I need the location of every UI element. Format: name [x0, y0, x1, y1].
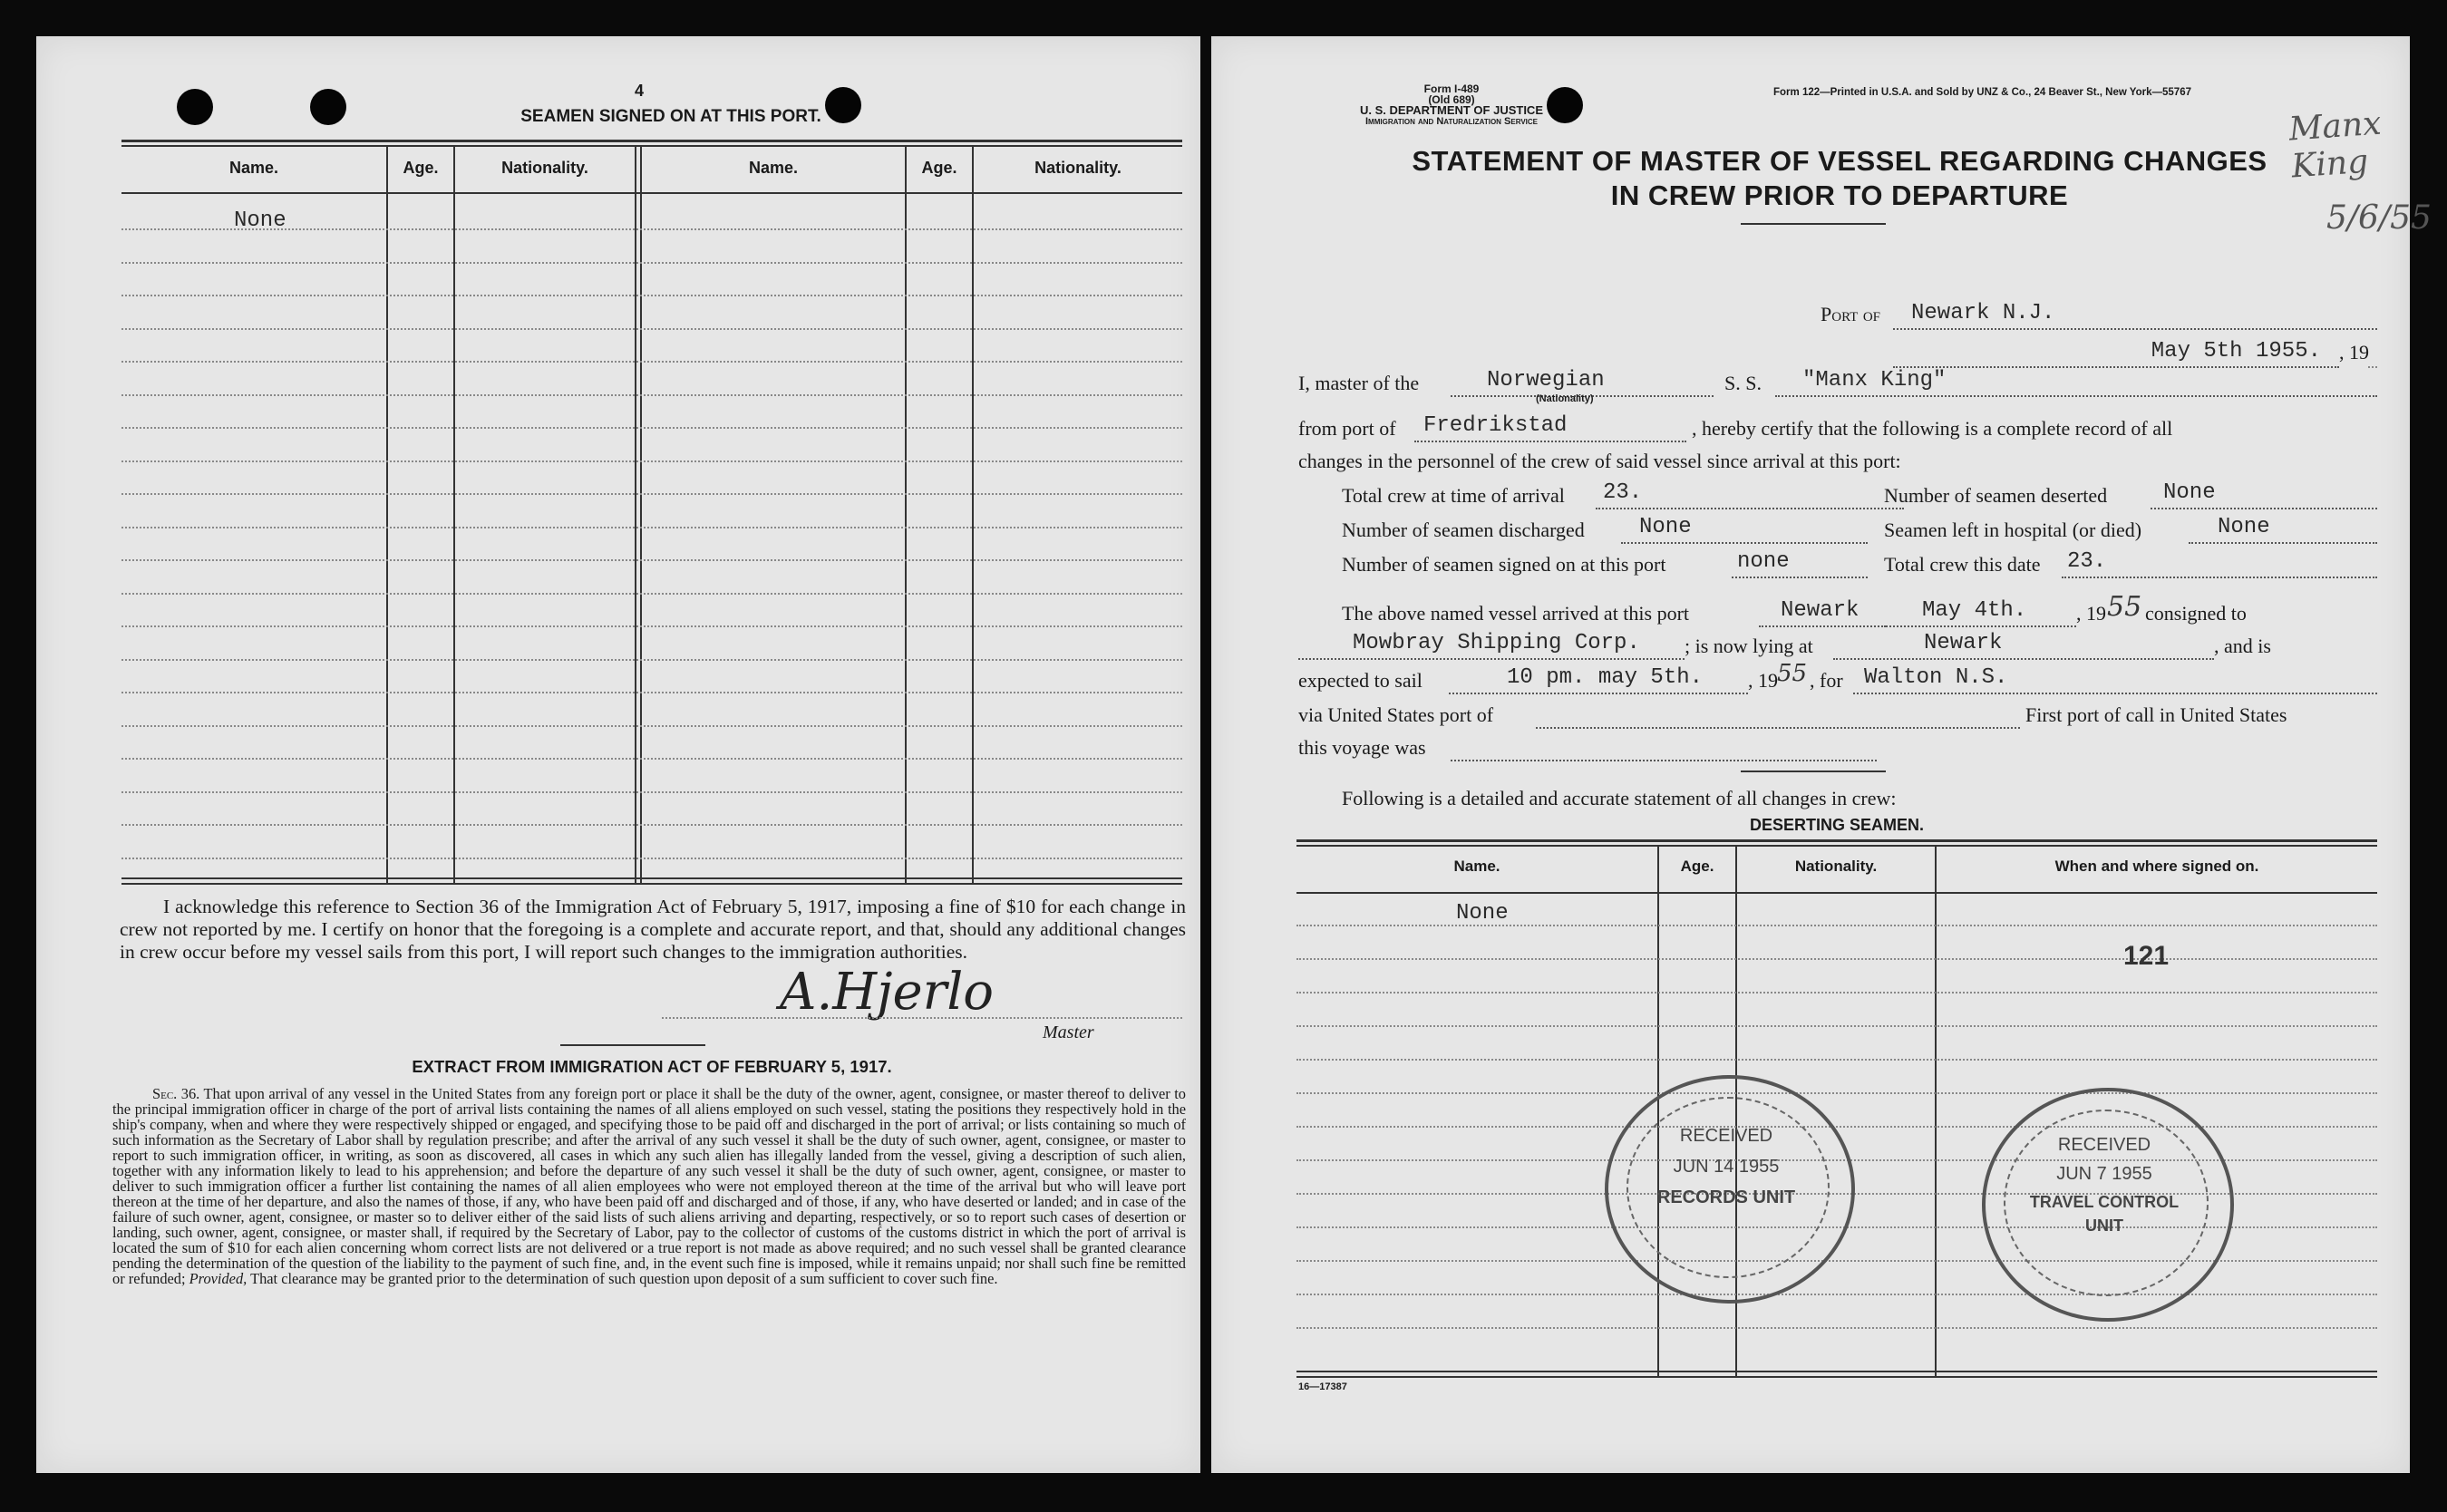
table-header-rule [121, 192, 1182, 194]
col-divider [386, 145, 388, 883]
stamp1-line3: RECORDS UNIT [1656, 1187, 1796, 1207]
divider [560, 1044, 705, 1046]
table-row [1296, 1294, 2377, 1295]
seamen-discharged-value: None [1639, 515, 1692, 539]
table-row [121, 493, 1182, 495]
stamp1-line1: RECEIVED [1679, 1126, 1773, 1146]
seamen-deserted-field [2151, 480, 2377, 509]
proviso-body: That clearance may be granted prior to the determination of such question upon deposit of a sum sufficient to cover such fine. [250, 1270, 998, 1287]
table-row [1296, 1126, 2377, 1128]
ship-field [1775, 368, 2377, 397]
table-row [121, 593, 1182, 595]
hospital-value: None [2218, 515, 2270, 539]
arrived-year-value: 55 [2107, 591, 2142, 623]
via-label: via United States port of [1298, 703, 1494, 726]
acknowledgment-text: I acknowledge this reference to Section 36 of the Immigration Act of February 5, 1917, imposing a fine of $10 for each change in crew not reported by me. I certify on honor that the foregoing is a complete and accurate report, and that, should any additional changes in crew occur before my vessel sails from this port, I will report such changes to the immigration authorities. [120, 896, 1186, 963]
consigned-label: consigned to [2145, 602, 2247, 625]
expected-value: 10 pm. may 5th. [1507, 665, 1704, 690]
dcol-header-name: Name. [1453, 858, 1500, 875]
from-port-value: Fredrikstad [1423, 413, 1568, 438]
stamp2-line1: RECEIVED [2057, 1135, 2151, 1155]
changes-text: changes in the personnel of the crew of said vessel since arrival at this port: [1298, 450, 1901, 472]
table-top-rule [121, 140, 1182, 142]
left-heading: SEAMEN SIGNED ON AT THIS PORT. [520, 107, 821, 126]
table-row [121, 527, 1182, 528]
table-row [121, 791, 1182, 793]
seamen-deserted-label: Number of seamen deserted [1884, 484, 2108, 507]
handwritten-ship-name: Manx King [2287, 104, 2383, 186]
table-header-rule [1296, 892, 2377, 894]
table-row [1296, 958, 2377, 960]
voyage-label: this voyage was [1298, 736, 1426, 759]
ss-label: S. S. [1724, 372, 1762, 394]
col-header-age: Age. [921, 159, 957, 177]
punch-hole [177, 89, 213, 125]
form-title-line2: IN CREW PRIOR TO DEPARTURE [1610, 179, 2069, 211]
handwritten-date: 5/6/55 [2326, 199, 2432, 237]
hospital-field [2189, 515, 2377, 544]
date-field [1893, 339, 2339, 368]
table-top-rule [1296, 839, 2377, 842]
service: Immigration and Naturalization Service [1364, 116, 1538, 127]
table-row [1296, 1092, 2377, 1094]
master-prefix: I, master of the [1298, 372, 1420, 394]
nationality-value: Norwegian [1487, 368, 1605, 393]
col-divider [905, 145, 907, 883]
dcol-header-signed-on: When and where signed on. [2054, 858, 2259, 875]
signed-on-label: Number of seamen signed on at this port [1342, 553, 1666, 576]
right-page [1211, 36, 2432, 1473]
expected-label: expected to sail [1298, 669, 1423, 692]
col-divider [453, 145, 455, 883]
for-field [1853, 665, 2377, 694]
divider [1741, 771, 1886, 772]
date-suffix: , 19 [2339, 341, 2369, 363]
form-header [1320, 83, 1583, 127]
table-bottom-rule [121, 883, 1182, 885]
deserting-heading: DESERTING SEAMEN. [1749, 816, 1925, 834]
table-row [121, 328, 1182, 330]
total-crew-date-value: 23. [2067, 549, 2107, 574]
signature-caption: Master [1043, 1023, 1094, 1042]
for-label: , for [1810, 669, 1843, 692]
table-top-rule [121, 145, 1182, 147]
total-crew-date-label: Total crew this date [1884, 553, 2041, 576]
seamen-deserted-value: None [2163, 480, 2216, 505]
total-crew-arrival-label: Total crew at time of arrival [1342, 484, 1565, 507]
for-value: Walton N.S. [1864, 665, 2008, 690]
form-title-line1: STATEMENT OF MASTER OF VESSEL REGARDING CHANGES [1412, 145, 2267, 177]
seamen-discharged-field [1621, 515, 1868, 544]
col-divider [635, 145, 636, 883]
table-bottom-rule [1296, 1376, 2377, 1378]
proviso-label: Provided, [189, 1270, 248, 1287]
arrived-date-field [1886, 598, 2076, 627]
from-port-field [1414, 413, 1686, 442]
table-row [1296, 992, 2377, 993]
date-value: May 5th 1955. [2151, 339, 2321, 363]
expected-year-value: 55 [1777, 660, 1808, 687]
table-row [121, 295, 1182, 296]
left-page [36, 36, 1200, 1473]
table-row [121, 427, 1182, 429]
stamp1-line2: JUN 14 1955 [1673, 1157, 1780, 1177]
hospital-label: Seamen left in hospital (or died) [1884, 519, 2142, 541]
col-header-nationality: Nationality. [501, 159, 588, 177]
arrived-date-value: May 4th. [1922, 598, 2027, 623]
punch-hole [310, 89, 346, 125]
col-header-nationality: Nationality. [1034, 159, 1122, 177]
arrived-port-value: Newark [1781, 598, 1860, 623]
total-crew-arrival-value: 23. [1603, 480, 1643, 505]
master-signature: A.Hjerlo [780, 963, 994, 1022]
nationality-caption: (Nationality) [1536, 393, 1594, 404]
table-row [121, 262, 1182, 264]
col-header-name: Name. [228, 159, 279, 177]
section-body: That upon arrival of any vessel in the United States from any foreign port or place it shall be the duty of the owner, agent, consignee, or master thereof to deliver to the principal immigration officer in charge of the port of arrival lists containing the names of all aliens employed on such vessel, stating the positions they respectively hold in the ship's company, when and where they were respectively shipped or engaged, and specifying those to be paid off and discharged in the port of arrival; or lists containing so much of such information as the Secretary of Labor shall by regulation prescribe; and after the arrival of any such vessel it shall be the duty of such owner, agent, consignee, or master to report to such immigration officer, in writing, as soon as discovered, all cases in which any such alien has illegally landed from the vessel, giving a description of such alien, together with any information likely to lead to his apprehension; and before the departure of any such vessel it shall be the duty of such owner, agent, consignee, or master to deliver to such immigration officer a further list containing the names of all alien employees who were not employed thereon at the time of the arrival but who will leave port thereon at the time of her departure, and also the names of those, if any, who have been paid off and discharged and of those, if any, who have deserted or landed; and in case of the failure of such owner, agent, consignee, or master so to deliver either of the said lists of such aliens arriving and departing, respectively, or so to report such cases of desertion or landing, such owner, agent, consignee, or master shall, if required by the Secretary of Labor, pay to the collector of customs of the customs district in which the port of arrival is located the sum of $10 for each alien concerning whom correct lists are not delivered or a true report is not made as above required; and no such vessel shall be granted clearance pending the determination of the question of the liability to the payment of such fine, and, in the event such fine is imposed, while it remains unpaid; nor shall such fine be remitted or refunded; [112, 1085, 1187, 1287]
arrived-port-field [1759, 598, 1886, 627]
total-crew-arrival-field [1596, 480, 1904, 509]
lying-label: ; is now lying at [1685, 635, 1813, 657]
table-bottom-rule [1296, 1371, 2377, 1372]
table-row [121, 725, 1182, 727]
deserting-first-name: None [1456, 901, 1509, 926]
voyage-field [1451, 732, 1877, 761]
printer-note: Form 122—Printed in U.S.A. and Sold by UNZ & Co., 24 Beaver St., New York—55767 [1773, 87, 2191, 98]
table-row [121, 460, 1182, 462]
signed-on-value: none [1737, 549, 1790, 574]
table-top-rule [1296, 845, 2377, 847]
dcol-header-nationality: Nationality. [1794, 858, 1878, 875]
port-label: Port of [1821, 303, 1881, 325]
col-header-name: Name. [748, 159, 799, 177]
seamen-discharged-label: Number of seamen discharged [1342, 519, 1585, 541]
lying-value: Newark [1924, 631, 2003, 655]
table-row [121, 824, 1182, 826]
consignee-field [1298, 631, 1685, 660]
table-row [1296, 1059, 2377, 1061]
table-row [121, 394, 1182, 396]
footer-code: 16—17387 [1298, 1381, 1347, 1392]
lying-field [1833, 631, 2214, 660]
section-36-text [112, 1086, 1186, 1286]
port-field [1893, 301, 2377, 330]
and-is-label: , and is [2214, 635, 2271, 657]
via-field [1536, 700, 2020, 729]
dcol-header-age: Age. [1680, 858, 1714, 875]
port-value: Newark N.J. [1911, 301, 2055, 325]
arrived-label: The above named vessel arrived at this port [1342, 602, 1690, 625]
from-port-label: from port of [1298, 417, 1396, 440]
table-row [121, 361, 1182, 363]
consignee-value: Mowbray Shipping Corp. [1353, 631, 1640, 655]
arrived-year-prefix: , 19 [2076, 602, 2106, 625]
total-crew-date-field [2062, 549, 2377, 578]
signature-line [662, 1017, 1182, 1019]
signed-on-field [1732, 549, 1868, 578]
col-divider [972, 145, 974, 883]
page-number: 4 [635, 82, 645, 100]
table-row [1296, 1327, 2377, 1329]
table-row [121, 758, 1182, 760]
certify-text: , hereby certify that the following is a complete record of all [1692, 417, 2173, 440]
following-text: Following is a detailed and accurate statement of all changes in crew: [1342, 787, 1897, 809]
table-row [121, 625, 1182, 627]
table-row [1296, 1025, 2377, 1027]
table-row [121, 659, 1182, 661]
stamp2-line3: TRAVEL CONTROL [2029, 1193, 2180, 1211]
table-row [121, 559, 1182, 561]
first-call-label: First port of call in United States [2025, 703, 2287, 726]
deserting-number: 121 [2123, 941, 2170, 971]
table-row [121, 858, 1182, 859]
form-old: (Old 689) [1428, 93, 1475, 106]
expected-year-prefix: , 19 [1748, 669, 1778, 692]
table-bottom-rule [121, 877, 1182, 879]
divider [1741, 223, 1886, 225]
table-row [121, 692, 1182, 693]
section-label: Sec. 36. [152, 1085, 200, 1102]
form-number: Form I-489 [1423, 82, 1480, 95]
left-table-first-entry: None [234, 208, 286, 233]
col-divider [640, 145, 642, 883]
stamp2-line4: UNIT [2085, 1216, 2123, 1235]
ship-value: "Manx King" [1802, 368, 1947, 393]
extract-title: EXTRACT FROM IMMIGRATION ACT OF FEBRUARY 5, 1917. [412, 1057, 892, 1076]
expected-field [1449, 665, 1748, 694]
stamp2-line2: JUN 7 1955 [2056, 1164, 2152, 1184]
department: U. S. DEPARTMENT OF JUSTICE [1360, 103, 1543, 117]
col-header-age: Age. [403, 159, 439, 177]
